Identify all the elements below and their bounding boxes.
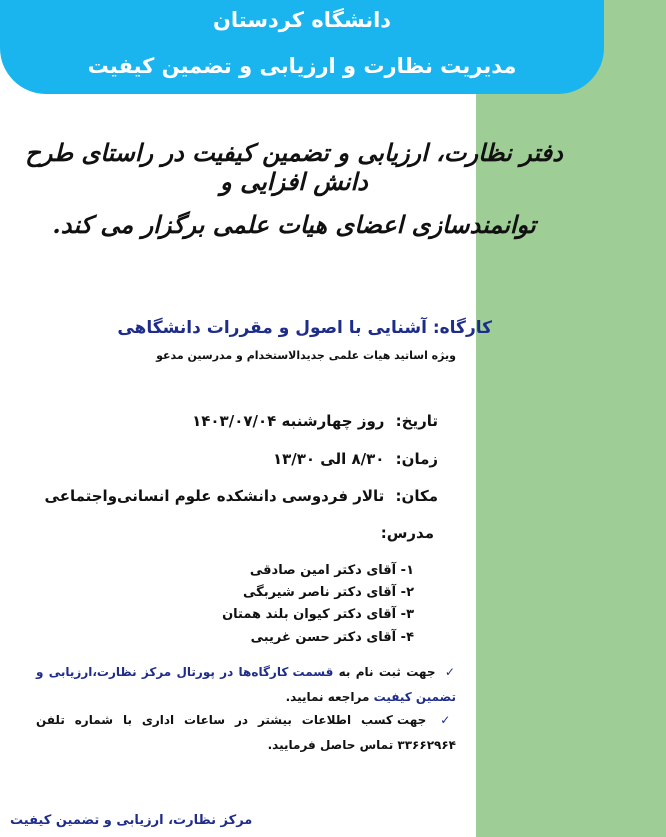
registration-portal-text: قسمت کارگاه‌ها در پورتال مرکز نظارت،ارزیابی و تضمین کیفیت [36,665,456,704]
intro-line-2: توانمندسازی اعضای هیات علمی برگزار می کند. [52,210,536,239]
intro-line-1: دفتر نظارت، ارزیابی و تضمین کیفیت در راستای طرح دانش افزایی و [25,138,563,196]
time-value: ۸/۳۰ الی ۱۳/۳۰ [272,450,385,468]
teachers-label: مدرس: [380,524,434,542]
place-value: تالار فردوسی دانشکده علوم انسانی‌واجتماعی [44,487,385,505]
teacher-item: ۴- آقای دکتر حسن غریبی [250,630,414,645]
department-name: مدیریت نظارت و ارزیابی و تضمین کیفیت [87,54,517,78]
checkmark-icon: ✓ [444,665,457,679]
university-name: دانشگاه کردستان [212,8,392,32]
registration-text-post: مراجعه نمایید. [285,690,370,704]
registration-text-pre: جهت ثبت نام به [338,665,436,679]
workshop-title: کارگاه: آشنایی با اصول و مقررات دانشگاهی [117,318,492,338]
place-label: مکان: [395,487,438,505]
info-phone: ۳۳۶۶۲۹۶۴ [397,738,456,752]
teacher-item: ۲- آقای دکتر ناصر شیربگی [242,585,414,600]
info-text-post: تماس حاصل فرمایید. [267,738,394,752]
info-text-pre: جهت کسب اطلاعات بیشتر در ساعات اداری با شماره تلفن [36,713,427,727]
time-label: زمان: [395,450,438,468]
place-line [45,487,438,505]
teacher-item: ۳- آقای دکتر کیوان بلند همتان [222,607,414,622]
date-line [192,412,438,430]
green-side-band [476,0,666,837]
workshop-subtitle: ویژه اساتید هیات علمی جدیدالاستخدام و مدرسین مدعو [156,349,456,362]
registration-note [36,660,456,710]
date-value: روز چهارشنبه ۱۴۰۳/۰۷/۰۴ [192,412,385,430]
date-label: تاریخ: [395,412,438,430]
time-line [273,450,438,468]
header-banner [0,0,604,94]
footer-text: مرکز نظارت، ارزیابی و تضمین کیفیت [10,813,253,828]
checkmark-icon: ✓ [440,713,456,727]
info-note [36,708,456,758]
teacher-item: ۱- آقای دکتر امین صادقی [249,563,414,578]
